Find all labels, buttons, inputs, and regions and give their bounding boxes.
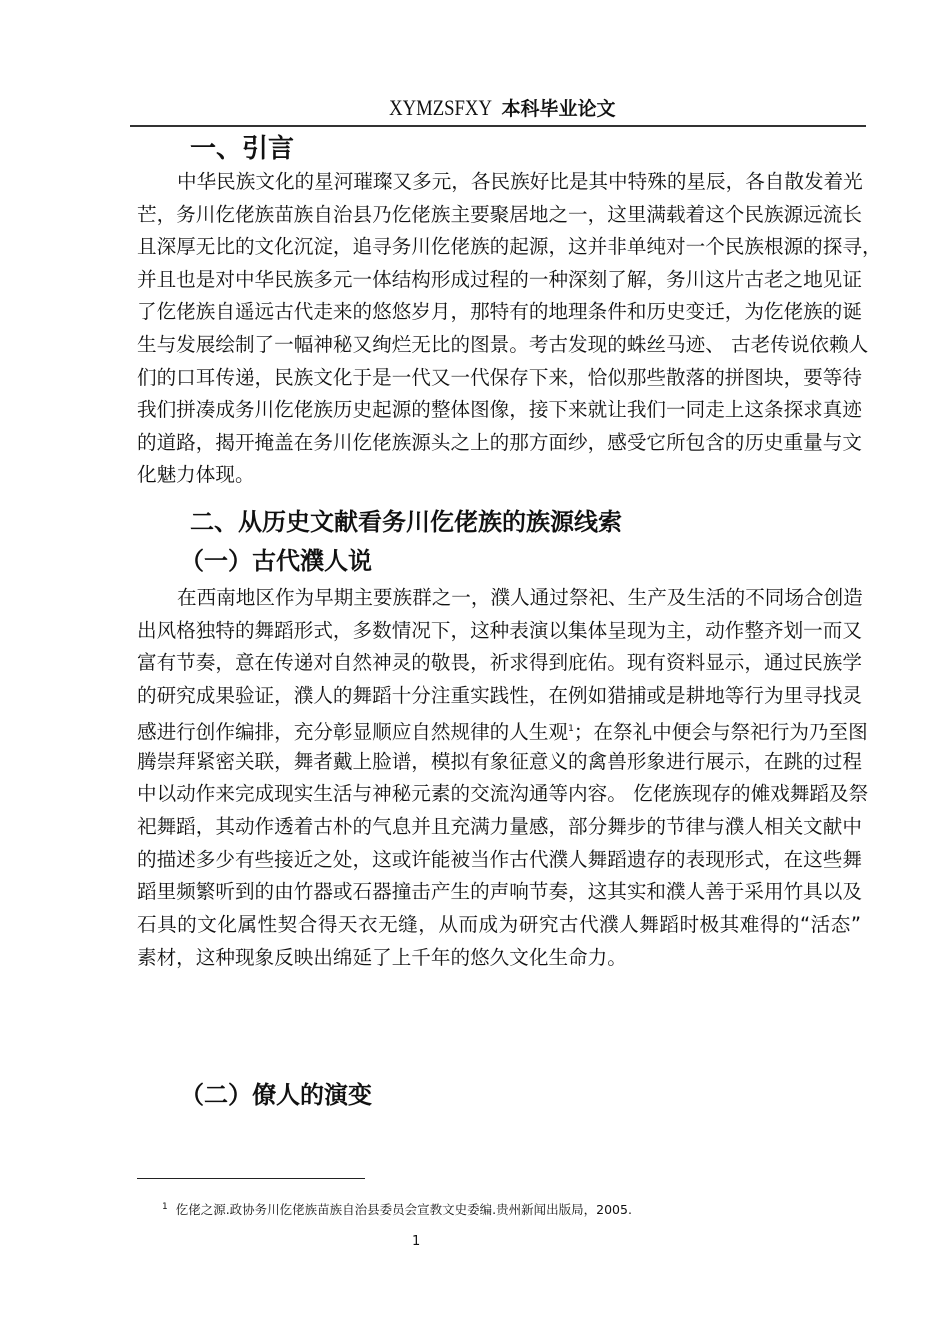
text-line xyxy=(137,880,861,904)
footnote-reference[interactable]: 1 xyxy=(568,723,574,734)
text-line xyxy=(137,268,861,292)
line-text: ；在祭礼中便会与祭祀行为乃至图 xyxy=(573,720,868,744)
text-line xyxy=(137,333,869,357)
line-text: 中华民族文化的星河璀璨又多元，各民族好比是其中特殊的星辰，各自散发着光 xyxy=(177,170,863,193)
line-text: 芒，务川仡佬族苗族自治县乃仡佬族主要聚居地之一，这里满载着这个民族源远流长 xyxy=(137,202,862,226)
text-line xyxy=(137,651,861,675)
subsection-heading-2: （二）僚人的演变 xyxy=(180,1081,372,1109)
line-text: 祀舞蹈，其动作透着古朴的气息并且充满力量感，部分舞步的节律与濮人相关文献中 xyxy=(137,814,862,838)
line-text: 腾崇拜紧密关联，舞者戴上脸谱，模拟有象征意义的禽兽形象进行展示，在跳的过程 xyxy=(137,749,862,773)
line-text: 感进行创作编排，充分彰显顺应自然规律的人生观 xyxy=(137,720,569,744)
footnote-text: 仡佬之源.政协务川仡佬族苗族自治县委员会宣教文史委编.贵州新闻出版局，2005. xyxy=(175,1202,632,1217)
line-text: 了仡佬族自遥远古代走来的悠悠岁月，那特有的地理条件和历史变迁，为仡佬族的诞 xyxy=(137,300,862,324)
page-header xyxy=(130,94,866,121)
text-line xyxy=(137,848,861,872)
line-text: 中以动作来完成现实生活与神秘元素的交流沟通等内容。 仡佬族现存的傩戏舞蹈及祭 xyxy=(137,782,869,806)
header-latin: XYMZSFXY xyxy=(389,95,493,120)
line-text: 出风格独特的舞蹈形式，多数情况下，这种表演以集体呈现为主，动作整齐划一而又 xyxy=(137,618,862,642)
header-rule xyxy=(130,125,866,127)
text-line xyxy=(137,782,869,806)
section-heading-2: 二、从历史文献看务川仡佬族的族源线索 xyxy=(190,508,622,536)
text-line xyxy=(137,398,861,422)
text-line xyxy=(137,235,882,259)
footnote-number: 1 xyxy=(162,1201,168,1212)
text-line xyxy=(137,203,861,227)
header-title: 本科毕业论文 xyxy=(501,98,616,120)
text-line xyxy=(137,913,861,937)
footnote-rule xyxy=(137,1178,365,1179)
line-text: 化魅力体现。 xyxy=(137,463,255,487)
text-line xyxy=(137,463,861,487)
text-line xyxy=(137,619,861,643)
line-text: 们的口耳传递，民族文化于是一代又一代保存下来，恰似那些散落的拼图块，要等待 xyxy=(137,365,862,389)
footnote xyxy=(162,1200,632,1218)
text-line xyxy=(137,717,868,745)
line-text: 蹈里频繁听到的由竹器或石器撞击产生的声响节奏，这其实和濮人善于采用竹具以及 xyxy=(137,880,862,904)
line-text: 的道路，揭开掩盖在务川仡佬族源头之上的那方面纱，感受它所包含的历史重量与文 xyxy=(137,430,862,454)
text-line xyxy=(137,300,861,324)
line-text: 素材，这种现象反映出绵延了上千年的悠久文化生命力。 xyxy=(137,945,627,969)
line-text: 的研究成果验证，濮人的舞蹈十分注重实践性，在例如猎捕或是耕地等行为里寻找灵 xyxy=(137,684,862,708)
text-line xyxy=(137,366,861,390)
text-line xyxy=(137,815,861,839)
text-line xyxy=(137,684,861,708)
line-text: 富有节奏，意在传递对自然神灵的敬畏，祈求得到庇佑。现有资料显示，通过民族学 xyxy=(137,651,862,675)
line-text: 在西南地区作为早期主要族群之一，濮人通过祭祀、生产及生活的不同场合创造 xyxy=(177,586,863,609)
section-heading-1: 一、引言 xyxy=(190,134,295,164)
page-number: 1 xyxy=(412,1234,421,1249)
text-line xyxy=(177,170,861,194)
line-text: 且深厚无比的文化沉淀，追寻务川仡佬族的起源，这并非单纯对一个民族根源的探寻， xyxy=(137,235,882,259)
line-text: 并且也是对中华民族多元一体结构形成过程的一种深刻了解，务川这片古老之地见证 xyxy=(137,267,862,291)
text-line xyxy=(137,431,861,455)
text-line xyxy=(137,946,861,970)
text-line xyxy=(137,750,861,774)
line-text: 我们拼凑成务川仡佬族历史起源的整体图像，接下来就让我们一同走上这条探求真迹 xyxy=(137,398,862,422)
subsection-heading-1: （一）古代濮人说 xyxy=(180,547,372,575)
line-text: 的描述多少有些接近之处，这或许能被当作古代濮人舞蹈遗存的表现形式，在这些舞 xyxy=(137,847,862,871)
text-line xyxy=(177,586,861,610)
line-text: 石具的文化属性契合得天衣无缝，从而成为研究古代濮人舞蹈时极其难得的“活态” xyxy=(137,913,861,936)
line-text: 生与发展绘制了一幅神秘又绚烂无比的图景。考古发现的蛛丝马迹、 古老传说依赖人 xyxy=(137,333,869,356)
